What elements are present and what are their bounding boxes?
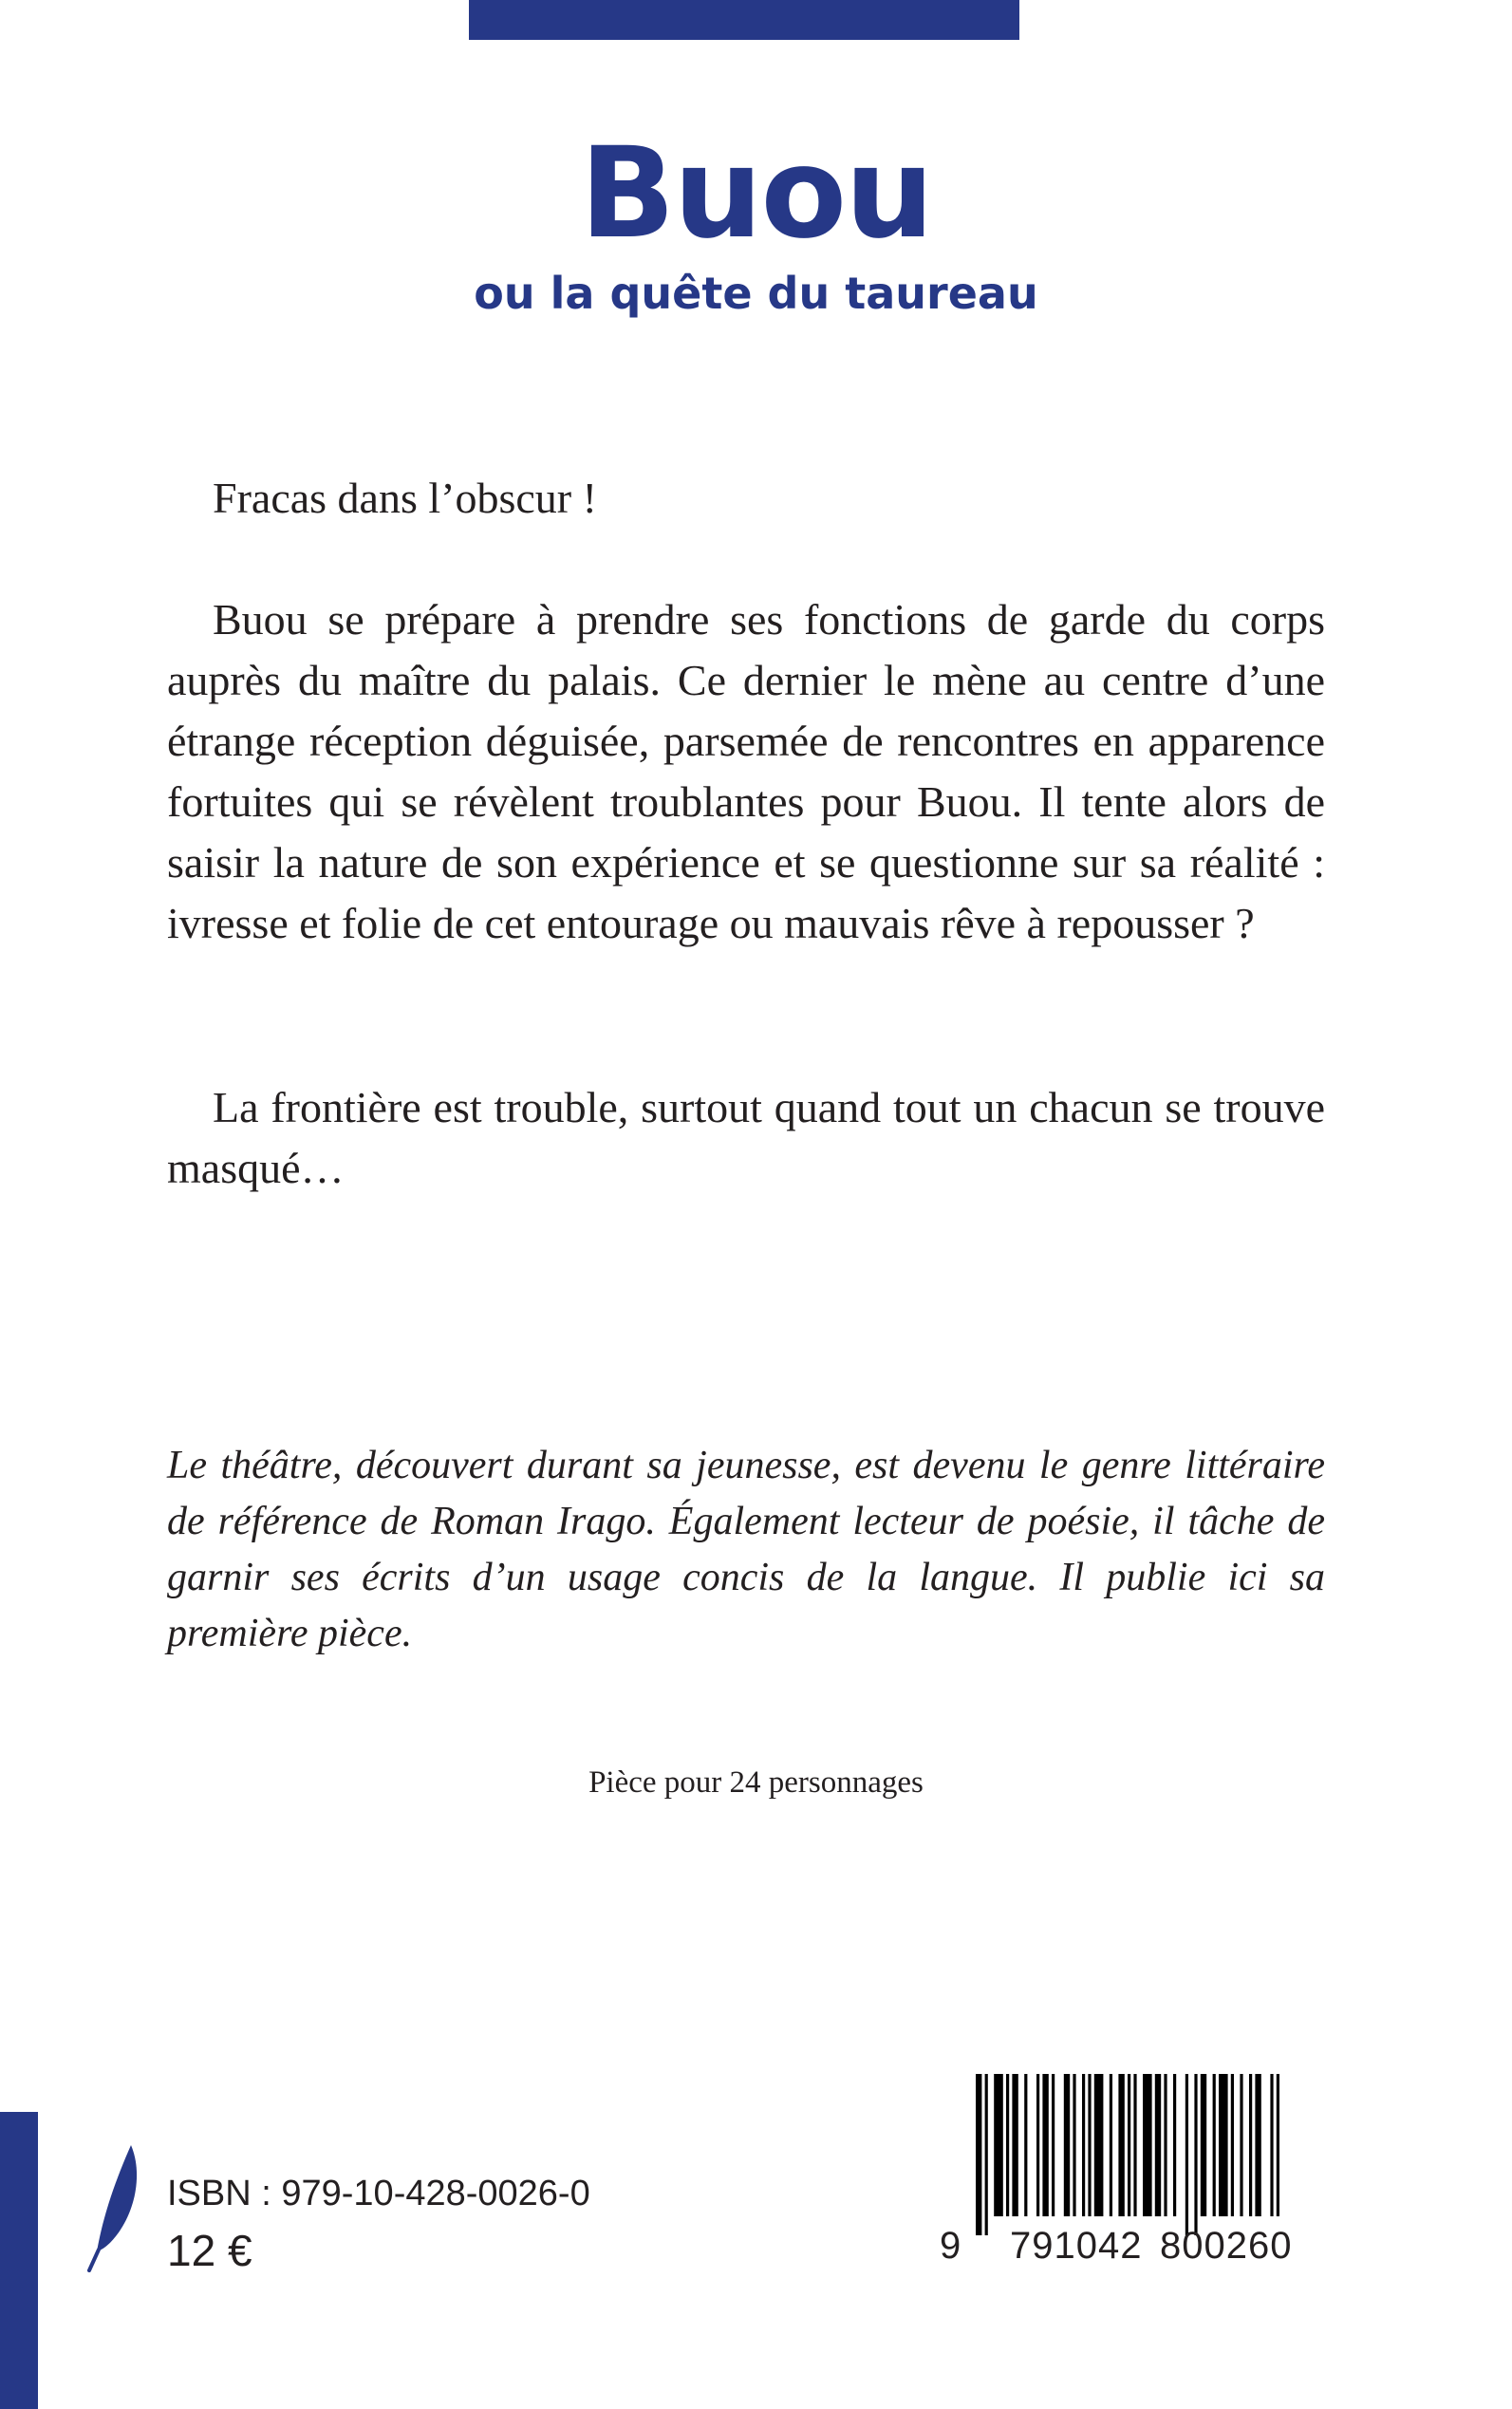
author-bio: Le théâtre, découvert durant sa jeunesse, est devenu le genre littéraire de référence de Roman Irago. Également lecteur de poésie, il tâche de garnir ses écrits d’un usage concis de la langue. Il publie ici sa première pièce. bbox=[167, 1444, 1325, 1655]
barcode-bar bbox=[1240, 2074, 1242, 2216]
book-title: Buou bbox=[579, 121, 933, 267]
barcode-bar bbox=[994, 2074, 1003, 2216]
barcode-bar bbox=[1155, 2074, 1161, 2216]
barcode-bar bbox=[1194, 2074, 1197, 2235]
barcode-bar bbox=[976, 2074, 981, 2235]
barcode-bar bbox=[1231, 2074, 1234, 2216]
barcode-bar bbox=[1052, 2074, 1055, 2216]
barcode-bar bbox=[1042, 2074, 1048, 2216]
barcode-bar bbox=[1219, 2074, 1228, 2216]
characters-note: Pièce pour 24 personnages bbox=[588, 1765, 924, 1800]
barcode-bar bbox=[1110, 2074, 1112, 2216]
blurb-paragraph-1: Fracas dans l’obscur ! bbox=[213, 474, 597, 522]
barcode-bar bbox=[1277, 2074, 1279, 2216]
barcode-left-digits: 791042 bbox=[1010, 2225, 1143, 2267]
barcode-bar bbox=[1164, 2074, 1167, 2216]
barcode-bar bbox=[1255, 2074, 1260, 2216]
barcode-bar bbox=[1064, 2074, 1070, 2216]
barcode-bar bbox=[1143, 2074, 1152, 2216]
barcode-bar bbox=[1082, 2074, 1085, 2216]
book-subtitle: ou la quête du taureau bbox=[474, 268, 1038, 319]
barcode-bar bbox=[1270, 2074, 1273, 2216]
top-accent-bar bbox=[469, 0, 1019, 40]
barcode-bar bbox=[1249, 2074, 1252, 2216]
barcode-bar bbox=[1006, 2074, 1009, 2216]
barcode-bar bbox=[1213, 2074, 1216, 2216]
side-accent-bar bbox=[0, 2112, 38, 2409]
barcode-bar bbox=[985, 2074, 988, 2235]
barcode-bar bbox=[1133, 2074, 1136, 2216]
blurb-paragraph-2: Buou se prépare à prendre ses fonctions de garde du corps auprès du maître du palais. Ce dernier le mène au centre d’une étrange réception déguisée, parsemée de rencontres en apparence fortuites qui se révèlent troublantes pour Buou. Il tente alors de saisir la nature de son expérience et se questionne sur sa réalité : ivresse et folie de cet entourage ou mauvais rêve à repousser ? bbox=[167, 595, 1325, 947]
barcode-bar bbox=[1088, 2074, 1091, 2216]
barcode-lead-digit: 9 bbox=[940, 2225, 962, 2267]
barcode-right-digits: 800260 bbox=[1160, 2225, 1293, 2267]
barcode-bar bbox=[1036, 2074, 1039, 2216]
barcode-bar bbox=[1024, 2074, 1027, 2216]
barcode-bar bbox=[1073, 2074, 1075, 2216]
barcode-bar bbox=[1094, 2074, 1104, 2216]
barcode-bar bbox=[1185, 2074, 1188, 2235]
barcode-bar bbox=[1012, 2074, 1017, 2216]
barcode-bar bbox=[1128, 2074, 1130, 2216]
barcode-bar bbox=[1201, 2074, 1206, 2216]
price-text: 12 € bbox=[167, 2226, 252, 2275]
barcode-bar bbox=[1118, 2074, 1124, 2216]
blurb-paragraph-3: La frontière est trouble, surtout quand tout un chacun se trouve masqué… bbox=[167, 1083, 1325, 1192]
barcode-bar bbox=[1173, 2074, 1176, 2216]
feather-icon bbox=[87, 2143, 144, 2272]
barcode-bars bbox=[976, 2074, 1279, 2235]
isbn-text: ISBN : 979-10-428-0026-0 bbox=[167, 2174, 590, 2213]
